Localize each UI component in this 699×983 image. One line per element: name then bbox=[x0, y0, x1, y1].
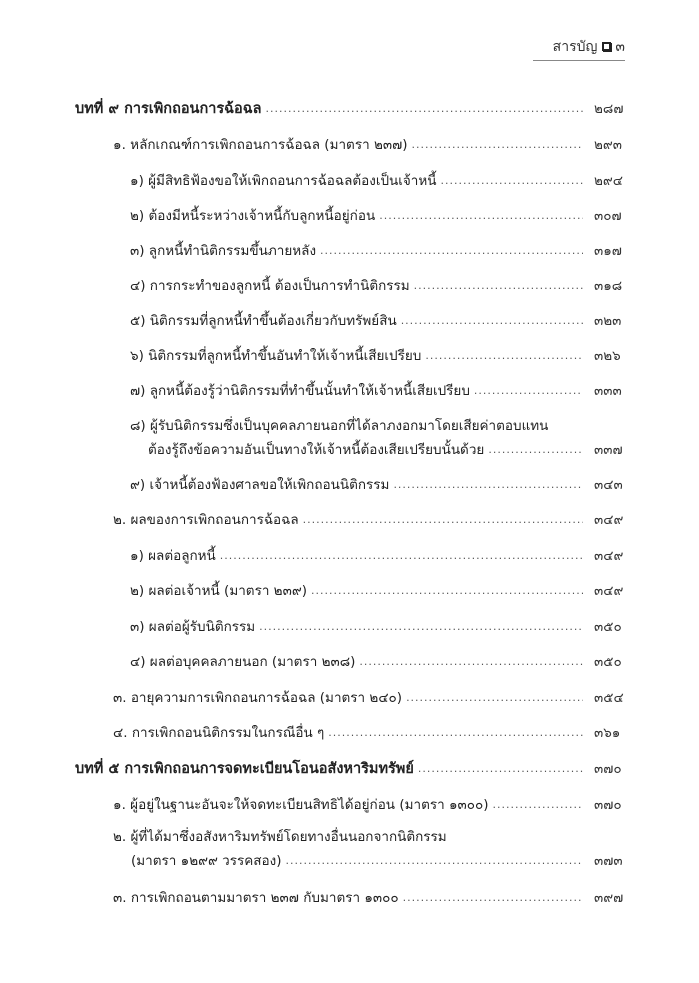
toc-page-number: ๓๑๗ bbox=[594, 243, 622, 259]
toc-entry-text bbox=[113, 134, 412, 156]
toc-entry-title bbox=[130, 616, 583, 638]
toc-entry-text bbox=[113, 509, 303, 531]
header-page-number: ๓ bbox=[615, 39, 625, 55]
toc-entry-number: ๘) bbox=[130, 418, 146, 434]
toc-entry bbox=[0, 887, 699, 909]
dot-leader bbox=[403, 887, 583, 909]
toc-page-number: ๓๕๐ bbox=[594, 619, 622, 635]
toc-entry-text bbox=[113, 687, 406, 709]
toc-entry-number: ๔. bbox=[113, 725, 128, 741]
toc-entry-number: ๒) bbox=[130, 583, 145, 599]
toc-entry-title bbox=[130, 240, 583, 262]
dot-leader bbox=[320, 240, 583, 262]
toc-entry bbox=[0, 850, 699, 872]
toc-entry bbox=[0, 134, 699, 156]
toc-entry-text bbox=[130, 545, 220, 567]
toc-entry-label: ผลของการเพิกถอนการฉ้อฉล bbox=[130, 512, 299, 528]
toc-entry-title bbox=[75, 758, 583, 780]
toc-page-number: ๒๘๗ bbox=[594, 101, 624, 117]
toc-entry bbox=[0, 651, 699, 673]
toc-entry-label: ผู้อยู่ในฐานะอันจะให้จดทะเบียนสิทธิได้อยู่ก่อน (มาตรา ๑๓๐๐) bbox=[130, 797, 489, 813]
toc-entry-number: ๑. bbox=[113, 137, 126, 153]
toc-entry-title bbox=[75, 98, 583, 120]
toc-entry bbox=[0, 380, 699, 402]
toc-page-number: ๓๔๙ bbox=[594, 583, 624, 599]
dot-leader bbox=[266, 98, 583, 120]
toc-entry-text bbox=[113, 722, 328, 744]
toc-entry-text bbox=[130, 580, 311, 602]
toc-entry bbox=[0, 170, 699, 192]
toc-entry bbox=[0, 310, 699, 332]
toc-page-number: ๓๗๓ bbox=[594, 853, 623, 869]
toc-entry-label: ผู้รับนิติกรรมซึ่งเป็นบุคคลภายนอกที่ได้ลาภงอกมาโดยเสียค่าตอบแทน bbox=[149, 418, 549, 434]
dot-leader bbox=[303, 509, 583, 531]
toc-entry-label: ต้องมีหนี้ระหว่างเจ้าหนี้กับลูกหนี้อยู่ก่อน bbox=[148, 208, 376, 224]
toc-entry-label: ต้องรู้ถึงข้อความอันเป็นทางให้เจ้าหนี้ต้องเสียเปรียบนั้นด้วย bbox=[148, 442, 485, 458]
toc-entry-number: บทที่ ๙ bbox=[75, 100, 119, 117]
toc-entry-text bbox=[130, 240, 320, 262]
toc-entry-number: ๒) bbox=[130, 208, 145, 224]
toc-entry-number: ๖) bbox=[130, 348, 144, 364]
toc-entry-title bbox=[130, 651, 583, 673]
dot-leader bbox=[379, 205, 583, 227]
toc-entry-text bbox=[130, 616, 259, 638]
toc-chapter-entry bbox=[0, 98, 699, 120]
toc-entry-number: ๔) bbox=[130, 278, 146, 294]
dot-leader bbox=[425, 345, 583, 367]
toc-entry bbox=[0, 616, 699, 638]
toc-page-number: ๓๖๑ bbox=[594, 725, 621, 741]
toc-entry-title bbox=[130, 310, 583, 332]
toc-entry-label: เจ้าหนี้ต้องฟ้องศาลขอให้เพิกถอนนิติกรรม bbox=[149, 477, 390, 493]
dot-leader bbox=[406, 687, 583, 709]
toc-page-number: ๓๓๗ bbox=[594, 442, 623, 458]
dot-leader bbox=[493, 794, 583, 816]
toc-entry bbox=[0, 415, 699, 437]
toc-entry-title bbox=[130, 474, 583, 496]
toc-entry-label: ผู้ที่ได้มาซึ่งอสังหาริมทรัพย์โดยทางอื่นนอกจากนิติกรรม bbox=[130, 829, 447, 845]
toc-entry bbox=[0, 794, 699, 816]
toc-page-number: ๒๙๓ bbox=[594, 137, 623, 153]
toc-entry-text bbox=[130, 170, 441, 192]
toc-page-number: ๓๑๘ bbox=[594, 278, 623, 294]
toc-entry-text bbox=[130, 345, 425, 367]
toc-entry-title bbox=[113, 826, 451, 848]
toc-entry-text bbox=[113, 794, 493, 816]
toc-entry-title bbox=[113, 687, 583, 709]
toc-entry-number: ๕) bbox=[130, 313, 146, 329]
toc-entry-number: ๒. bbox=[113, 512, 127, 528]
toc-entry-label: ลูกหนี้ต้องรู้ว่านิติกรรมที่ทำขึ้นนั้นทำให้เจ้าหนี้เสียเปรียบ bbox=[149, 383, 470, 399]
toc-page-number: ๓๔๙ bbox=[594, 512, 624, 528]
toc-chapter-entry bbox=[0, 758, 699, 780]
toc-entry bbox=[0, 345, 699, 367]
toc-entry-label: ผลต่อบุคคลภายนอก (มาตรา ๒๓๘) bbox=[149, 654, 356, 670]
running-header bbox=[533, 36, 625, 61]
toc-entry-title bbox=[130, 380, 583, 402]
dot-leader bbox=[401, 310, 583, 332]
square-box-icon bbox=[602, 42, 611, 51]
dot-leader bbox=[418, 758, 583, 780]
toc-entry-label: การเพิกถอนตามมาตรา ๒๓๗ กับมาตรา ๑๓๐๐ bbox=[130, 890, 399, 906]
toc-entry-title bbox=[130, 580, 583, 602]
toc-entry bbox=[0, 205, 699, 227]
dot-leader bbox=[414, 275, 583, 297]
toc-entry-title bbox=[148, 439, 583, 461]
toc-entry-label: ผู้มีสิทธิฟ้องขอให้เพิกถอนการฉ้อฉลต้องเป็นเจ้าหนี้ bbox=[148, 173, 437, 189]
toc-entry-text bbox=[113, 887, 403, 909]
section-label: สารบัญ bbox=[552, 39, 598, 55]
toc-entry-text bbox=[130, 415, 552, 437]
toc-entry-label: การกระทำของลูกหนี้ ต้องเป็นการทำนิติกรรม bbox=[149, 278, 410, 294]
dot-leader bbox=[441, 170, 584, 192]
dot-leader bbox=[259, 616, 583, 638]
toc-entry-title bbox=[131, 850, 583, 872]
toc-entry-label: การเพิกถอนนิติกรรมในกรณีอื่น ๆ bbox=[131, 725, 325, 741]
toc-entry-number: บทที่ ๕ bbox=[75, 760, 120, 777]
dot-leader bbox=[286, 850, 584, 872]
toc-entry-title bbox=[130, 205, 583, 227]
toc-page-number: ๓๒๖ bbox=[594, 348, 621, 364]
toc-entry bbox=[0, 545, 699, 567]
toc-entry-text bbox=[130, 310, 401, 332]
dot-leader bbox=[311, 580, 583, 602]
toc-entry-label: (มาตรา ๑๒๙๙ วรรคสอง) bbox=[131, 853, 282, 869]
toc-page-number: ๓๗๐ bbox=[594, 797, 622, 813]
toc-entry-label: การเพิกถอนการฉ้อฉล bbox=[124, 100, 262, 117]
toc-entry-number: ๓. bbox=[113, 690, 127, 706]
toc-entry-label: ลูกหนี้ทำนิติกรรมขึ้นภายหลัง bbox=[148, 243, 317, 259]
toc-entry-text bbox=[148, 439, 488, 461]
toc-entry-number: ๓) bbox=[130, 243, 145, 259]
toc-entry bbox=[0, 474, 699, 496]
toc-entry-text bbox=[75, 98, 266, 120]
toc-entry-number: ๙) bbox=[130, 477, 146, 493]
toc-entry-number: ๓. bbox=[113, 890, 127, 906]
toc-entry-title bbox=[113, 722, 583, 744]
toc-entry-label: นิติกรรมที่ลูกหนี้ทำขึ้นอันทำให้เจ้าหนี้เสียเปรียบ bbox=[148, 348, 422, 364]
toc-entry-text bbox=[130, 474, 393, 496]
dot-leader bbox=[393, 474, 583, 496]
toc-entry-title bbox=[113, 794, 583, 816]
toc-entry-title bbox=[113, 134, 583, 156]
toc-page-number: ๓๐๗ bbox=[594, 208, 622, 224]
toc-entry-number: ๓) bbox=[130, 619, 145, 635]
toc-entry-number: ๗) bbox=[130, 383, 146, 399]
toc-page-number: ๓๓๓ bbox=[594, 383, 622, 399]
toc-entry-number: ๑) bbox=[130, 548, 144, 564]
toc-page-number: ๒๙๔ bbox=[594, 173, 624, 189]
toc-entry-label: ผลต่อเจ้าหนี้ (มาตรา ๒๓๙) bbox=[148, 583, 307, 599]
toc-page-number: ๓๕๐ bbox=[594, 654, 622, 670]
toc-entry-text bbox=[75, 758, 418, 780]
toc-entry bbox=[0, 275, 699, 297]
toc-entry-number: ๔) bbox=[130, 654, 146, 670]
toc-entry bbox=[0, 439, 699, 461]
toc-entry-label: หลักเกณฑ์การเพิกถอนการฉ้อฉล (มาตรา ๒๓๗) bbox=[130, 137, 408, 153]
toc-entry-label: ผลต่อลูกหนี้ bbox=[148, 548, 216, 564]
toc-entry-title bbox=[113, 509, 583, 531]
toc-entry-text bbox=[130, 205, 379, 227]
toc-entry-text bbox=[131, 850, 286, 872]
toc-entry bbox=[0, 722, 699, 744]
toc-entry-number: ๒. bbox=[113, 829, 127, 845]
toc-entry-label: การเพิกถอนการจดทะเบียนโอนอสังหาริมทรัพย์ bbox=[124, 760, 414, 777]
toc-entry bbox=[0, 240, 699, 262]
toc-entry-title bbox=[130, 545, 583, 567]
toc-page-number: ๓๙๗ bbox=[594, 890, 624, 906]
toc-page-number: ๓๔๙ bbox=[594, 548, 624, 564]
toc-entry-text bbox=[113, 826, 451, 848]
toc-entry-text bbox=[130, 275, 414, 297]
toc-entry bbox=[0, 580, 699, 602]
toc-entry-title bbox=[130, 275, 583, 297]
toc-entry-number: ๑. bbox=[113, 797, 126, 813]
dot-leader bbox=[412, 134, 584, 156]
dot-leader bbox=[220, 545, 583, 567]
dot-leader bbox=[474, 380, 583, 402]
toc-entry bbox=[0, 509, 699, 531]
toc-entry-text bbox=[130, 380, 474, 402]
toc-page-number: ๓๕๔ bbox=[594, 690, 624, 706]
toc-entry-text bbox=[130, 651, 359, 673]
toc-page-number: ๓๗๐ bbox=[594, 761, 622, 777]
toc-entry bbox=[0, 826, 699, 848]
toc-entry bbox=[0, 687, 699, 709]
dot-leader bbox=[359, 651, 583, 673]
toc-entry-title bbox=[130, 415, 552, 437]
toc-entry-label: อายุความการเพิกถอนการฉ้อฉล (มาตรา ๒๔๐) bbox=[130, 690, 403, 706]
dot-leader bbox=[488, 439, 583, 461]
toc-page-number: ๓๔๓ bbox=[594, 477, 623, 493]
toc-entry-title bbox=[130, 170, 583, 192]
toc-entry-number: ๑) bbox=[130, 173, 144, 189]
toc-entry-title bbox=[130, 345, 583, 367]
dot-leader bbox=[328, 722, 583, 744]
toc-entry-label: ผลต่อผู้รับนิติกรรม bbox=[148, 619, 256, 635]
toc-page-number: ๓๒๓ bbox=[594, 313, 622, 329]
toc-entry-title bbox=[113, 887, 583, 909]
toc-entry-label: นิติกรรมที่ลูกหนี้ทำขึ้นต้องเกี่ยวกับทรัพย์สิน bbox=[149, 313, 397, 329]
